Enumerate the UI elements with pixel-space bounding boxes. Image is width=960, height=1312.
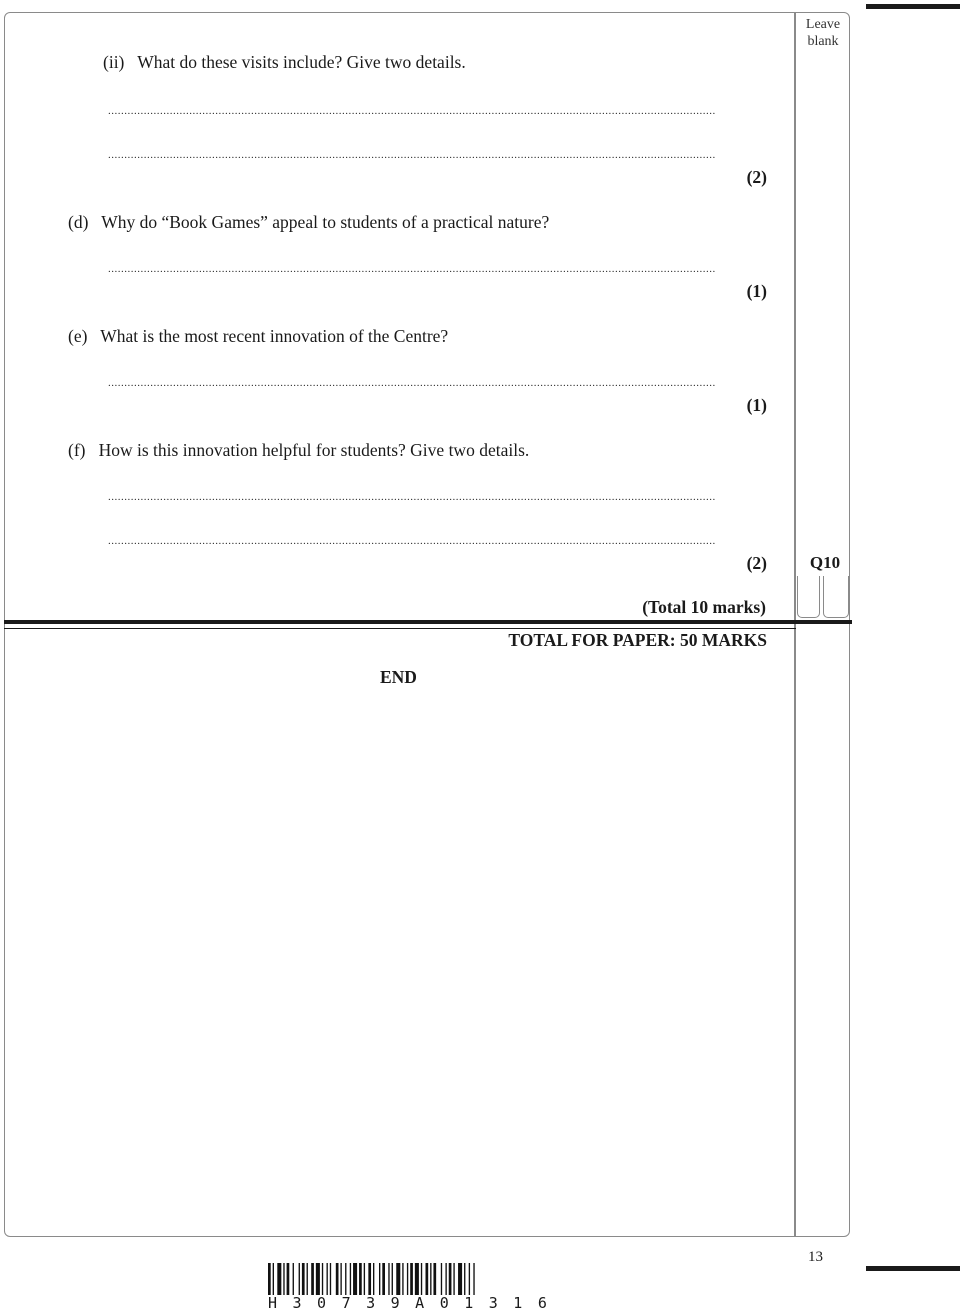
bottom-right-bar	[866, 1266, 960, 1271]
barcode-image	[268, 1263, 620, 1295]
top-right-bar	[866, 4, 960, 9]
question-ii-label: (ii)	[103, 52, 125, 72]
answer-line[interactable]: ...........................................................................................................................................................................................	[108, 150, 716, 160]
answer-line[interactable]: ...........................................................................................................................................................................................	[108, 492, 716, 502]
total-for-paper: TOTAL FOR PAPER: 50 MARKS	[508, 630, 767, 650]
leave-blank-label: Leave blank	[805, 17, 841, 49]
total-marks: (Total 10 marks)	[642, 597, 766, 617]
answer-line[interactable]: ...........................................................................................................................................................................................	[108, 536, 716, 546]
section-rule-thin	[4, 628, 796, 629]
answer-line[interactable]: ...........................................................................................................................................................................................	[108, 106, 716, 116]
question-e-text: What is the most recent innovation of the Centre?	[100, 326, 449, 346]
answer-line[interactable]: ...........................................................................................................................................................................................	[108, 378, 716, 388]
question-ii	[103, 51, 466, 73]
question-e	[68, 325, 448, 347]
question-d	[68, 211, 549, 233]
question-e-label: (e)	[68, 326, 88, 346]
question-f	[68, 439, 529, 461]
mark-f: (2)	[746, 553, 767, 573]
page-number: 13	[808, 1249, 823, 1265]
section-rule	[4, 620, 852, 624]
marker-boxes	[797, 576, 851, 620]
end-label: END	[380, 667, 417, 687]
marker-box	[823, 576, 849, 618]
page-frame	[4, 12, 850, 1237]
answer-line[interactable]: ...........................................................................................................................................................................................	[108, 264, 716, 274]
question-d-text: Why do “Book Games” appeal to students of a practical nature?	[101, 212, 550, 232]
mark-e: (1)	[746, 395, 767, 415]
question-f-text: How is this innovation helpful for students? Give two details.	[98, 440, 530, 460]
mark-ii: (2)	[746, 167, 767, 187]
question-ref: Q10	[809, 553, 841, 572]
question-f-label: (f)	[68, 440, 86, 460]
margin-divider	[794, 12, 796, 1237]
barcode-text: H30739A01316	[268, 1294, 563, 1312]
question-ii-text: What do these visits include? Give two details.	[137, 52, 466, 72]
question-d-label: (d)	[68, 212, 89, 232]
mark-d: (1)	[746, 281, 767, 301]
marker-box	[797, 576, 820, 618]
